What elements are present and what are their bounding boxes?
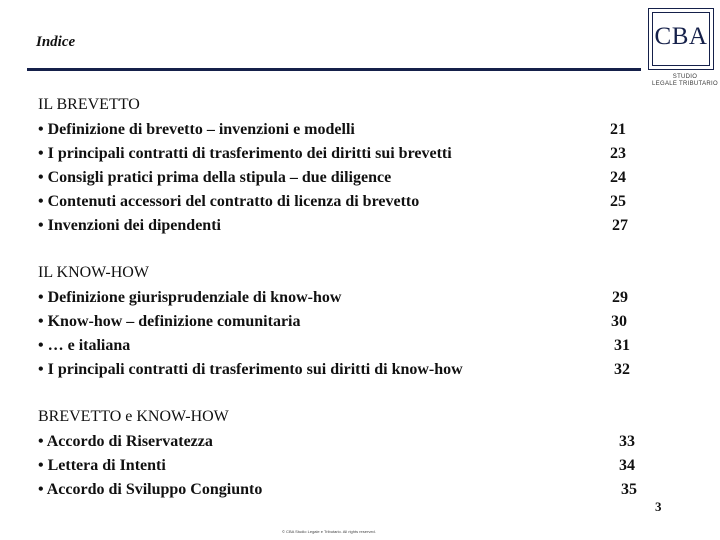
- logo-subtitle-line2: LEGALE TRIBUTARIO: [652, 81, 718, 87]
- toc-item: • Consigli pratici prima della stipula – due diligence: [38, 169, 392, 186]
- toc-page-number: 23: [610, 145, 626, 162]
- section-heading-know-how: IL KNOW-HOW: [38, 264, 149, 281]
- toc-item: • Definizione giurisprudenziale di know-how: [38, 289, 342, 306]
- toc-item: • … e italiana: [38, 337, 131, 354]
- logo-subtitle-line1: STUDIO: [672, 74, 698, 80]
- header-divider: [27, 68, 641, 71]
- toc-page-number: 35: [621, 481, 637, 498]
- toc-page-number: 31: [614, 337, 630, 354]
- logo-text: CBA: [654, 23, 708, 50]
- toc-page-number: 34: [619, 457, 635, 474]
- toc-item: • I principali contratti di trasferimento sui diritti di know-how: [38, 361, 463, 378]
- toc-item: • Accordo di Riservatezza: [38, 433, 213, 450]
- footer-copyright: © CBA Studio Legale e Tributario. All rights reserved.: [282, 529, 376, 534]
- toc-page-number: 21: [610, 121, 626, 138]
- toc-page-number: 24: [610, 169, 626, 186]
- section-heading-brevetto-know-how: BREVETTO e KNOW-HOW: [38, 408, 229, 425]
- toc-page-number: 32: [614, 361, 630, 378]
- cba-logo: [648, 8, 714, 70]
- toc-item: • Know-how – definizione comunitaria: [38, 313, 301, 330]
- toc-page-number: 29: [612, 289, 628, 306]
- toc-page-number: 25: [610, 193, 626, 210]
- toc-item: • I principali contratti di trasferimento dei diritti sui brevetti: [38, 145, 452, 162]
- toc-page-number: 27: [612, 217, 628, 234]
- page-title: Indice: [36, 34, 76, 50]
- toc-page-number: 33: [619, 433, 635, 450]
- section-heading-brevetto: IL BREVETTO: [38, 96, 140, 113]
- slide-number: 3: [655, 499, 662, 514]
- toc-item: • Invenzioni dei dipendenti: [38, 217, 221, 234]
- toc-page-number: 30: [611, 313, 627, 330]
- toc-item: • Accordo di Sviluppo Congiunto: [38, 481, 263, 498]
- toc-item: • Lettera di Intenti: [38, 457, 166, 474]
- toc-item: • Contenuti accessori del contratto di licenza di brevetto: [38, 193, 420, 210]
- toc-item: • Definizione di brevetto – invenzioni e modelli: [38, 121, 355, 138]
